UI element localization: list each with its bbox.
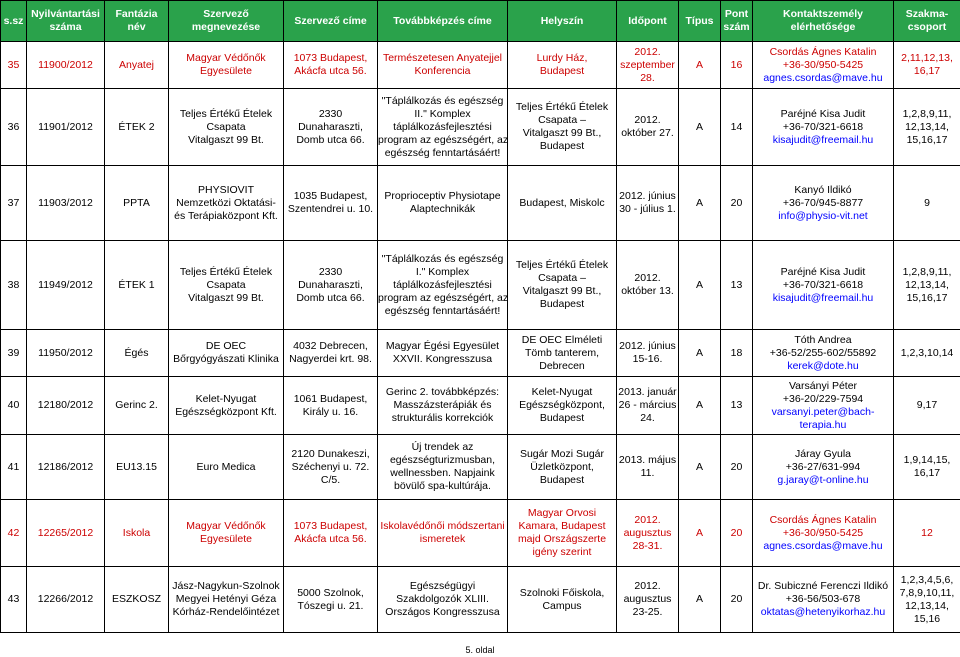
type: A (679, 377, 721, 435)
contact-email[interactable]: varsanyi.peter@bach- terapia.hu (771, 405, 875, 431)
header-registration-number: Nyilvántartási száma (27, 1, 105, 42)
header-serial-number: s.sz (1, 1, 27, 42)
table-row (1, 330, 960, 377)
profession-groups: 9,17 (894, 377, 960, 435)
organizer-address: 2120 Dunakeszi, Széchenyi u. 72. C/5. (284, 435, 378, 500)
table-body (1, 42, 960, 633)
profession-groups: 1,2,8,9,11, 12,13,14, 15,16,17 (894, 89, 960, 166)
registration-number: 12186/2012 (27, 435, 105, 500)
contact-cell (753, 435, 894, 500)
table-header (1, 1, 960, 42)
table-row (1, 241, 960, 330)
fantasy-name: Égés (105, 330, 169, 377)
registration-number: 12265/2012 (27, 500, 105, 567)
header-type: Típus (679, 1, 721, 42)
row-number: 38 (1, 241, 27, 330)
profession-groups: 1,2,8,9,11, 12,13,14, 15,16,17 (894, 241, 960, 330)
venue: Szolnoki Főiskola, Campus (508, 567, 617, 633)
type: A (679, 166, 721, 241)
table-row (1, 567, 960, 633)
date: 2012. augusztus 23-25. (617, 567, 679, 633)
contact-phone: +36-20/229-7594 (782, 392, 864, 405)
organizer-name: DE OEC Bőrgyógyászati Klinika (169, 330, 284, 377)
contact-phone: +36-27/631-994 (785, 460, 861, 473)
header-date: Időpont (617, 1, 679, 42)
venue: Magyar Orvosi Kamara, Budapest majd Országszerte igény szerint (508, 500, 617, 567)
organizer-address: 4032 Debrecen, Nagyerdei krt. 98. (284, 330, 378, 377)
row-number: 36 (1, 89, 27, 166)
header-training-title: Továbbképzés címe (378, 1, 508, 42)
organizer-name: Kelet-Nyugat Egészségközpont Kft. (169, 377, 284, 435)
organizer-address: 2330 Dunaharaszti, Domb utca 66. (284, 241, 378, 330)
points: 20 (721, 500, 753, 567)
venue: Lurdy Ház, Budapest (508, 42, 617, 89)
training-title: "Táplálkozás és egészség II." Komplex táplálkozásfejlesztési program az egészségért, az egészség fenntartásáért! (378, 89, 508, 166)
date: 2012. augusztus 28-31. (617, 500, 679, 567)
contact-name: Csordás Ágnes Katalin (769, 45, 877, 58)
contact-email[interactable]: kisajudit@freemail.hu (772, 133, 874, 146)
organizer-address: 1035 Budapest, Szentendrei u. 10. (284, 166, 378, 241)
training-title: "Táplálkozás és egészség I." Komplex táplálkozásfejlesztési program az egészségért, az egészség fenntartásáért! (378, 241, 508, 330)
fantasy-name: ÉTEK 2 (105, 89, 169, 166)
points: 16 (721, 42, 753, 89)
row-number: 40 (1, 377, 27, 435)
organizer-name: Magyar Védőnők Egyesülete (169, 500, 284, 567)
registration-number: 11950/2012 (27, 330, 105, 377)
fantasy-name: ESZKOSZ (105, 567, 169, 633)
header-venue: Helyszín (508, 1, 617, 42)
organizer-address: 5000 Szolnok, Tószegi u. 21. (284, 567, 378, 633)
organizer-name: Euro Medica (169, 435, 284, 500)
table-row (1, 166, 960, 241)
organizer-name: Magyar Védőnők Egyesülete (169, 42, 284, 89)
fantasy-name: ÉTEK 1 (105, 241, 169, 330)
header-fantasy-name: Fantázia név (105, 1, 169, 42)
registration-number: 11949/2012 (27, 241, 105, 330)
contact-cell (753, 567, 894, 633)
points: 20 (721, 567, 753, 633)
registration-number: 12266/2012 (27, 567, 105, 633)
training-title: Egészségügyi Szakdolgozók XLIII. Országos Kongresszusa (378, 567, 508, 633)
header-organizer-address: Szervező címe (284, 1, 378, 42)
contact-cell (753, 500, 894, 567)
contact-cell (753, 89, 894, 166)
fantasy-name: EU13.15 (105, 435, 169, 500)
contact-phone: +36-30/950-5425 (782, 58, 864, 71)
registration-number: 12180/2012 (27, 377, 105, 435)
table-row (1, 500, 960, 567)
venue: Teljes Értékű Ételek Csapata – Vitalgaszt 99 Bt., Budapest (508, 89, 617, 166)
fantasy-name: Iskola (105, 500, 169, 567)
row-number: 41 (1, 435, 27, 500)
profession-groups: 2,11,12,13, 16,17 (894, 42, 960, 89)
contact-email[interactable]: oktatas@hetenyikorhaz.hu (760, 606, 886, 618)
date: 2012. október 27. (617, 89, 679, 166)
type: A (679, 89, 721, 166)
header-organizer: Szervező megnevezése (169, 1, 284, 42)
type: A (679, 567, 721, 633)
contact-cell (753, 330, 894, 377)
page-number: 5. oldal (465, 645, 495, 655)
profession-groups: 1,9,14,15, 16,17 (894, 435, 960, 500)
training-title: Természetesen Anyatejjel Konferencia (378, 42, 508, 89)
type: A (679, 435, 721, 500)
contact-name: Kanyó Ildikó (794, 183, 852, 196)
contact-name: Tóth Andrea (794, 333, 852, 346)
type: A (679, 500, 721, 567)
contact-cell (753, 241, 894, 330)
contact-name: Járay Gyula (794, 447, 852, 460)
points: 13 (721, 241, 753, 330)
row-number: 43 (1, 567, 27, 633)
contact-name: Dr. Subiczné Ferenczi Ildikó (757, 580, 889, 592)
type: A (679, 241, 721, 330)
organizer-name: Jász-Nagykun-Szolnok Megyei Hetényi Géza Kórház-Rendelőintézet (169, 567, 284, 633)
points: 14 (721, 89, 753, 166)
fantasy-name: Anyatej (105, 42, 169, 89)
contact-phone: +36-70/945-8877 (782, 196, 864, 209)
table-row (1, 435, 960, 500)
header-contact: Kontaktszemély elérhetősége (753, 1, 894, 42)
registration-number: 11903/2012 (27, 166, 105, 241)
venue: Teljes Értékű Ételek Csapata – Vitalgaszt 99 Bt., Budapest (508, 241, 617, 330)
venue: DE OEC Elméleti Tömb tanterem, Debrecen (508, 330, 617, 377)
profession-groups: 9 (894, 166, 960, 241)
contact-email[interactable]: kisajudit@freemail.hu (772, 291, 874, 304)
contact-phone: +36-52/255-602/55892 (769, 346, 877, 359)
row-number: 37 (1, 166, 27, 241)
points: 20 (721, 435, 753, 500)
contact-name: Varsányi Péter (788, 379, 858, 392)
organizer-name: PHYSIOVIT Nemzetközi Oktatási- és Terápiaközpont Kft. (169, 166, 284, 241)
contact-name: Paréjné Kisa Judit (780, 265, 866, 278)
registration-number: 11901/2012 (27, 89, 105, 166)
contact-cell (753, 377, 894, 435)
date: 2013. január 26 - március 24. (617, 377, 679, 435)
training-title: Proprioceptiv Physiotape Alaptechnikák (378, 166, 508, 241)
organizer-address: 1073 Budapest, Akácfa utca 56. (284, 42, 378, 89)
contact-cell (753, 166, 894, 241)
contact-email[interactable]: agnes.csordas@mave.hu (763, 71, 883, 84)
contact-email[interactable]: g.jaray@t-online.hu (777, 473, 869, 486)
training-title: Gerinc 2. továbbképzés: Masszázsterápiák és strukturális korrekciók (378, 377, 508, 435)
venue: Sugár Mozi Sugár Üzletközpont, Budapest (508, 435, 617, 500)
table-row (1, 89, 960, 166)
row-number: 39 (1, 330, 27, 377)
points: 13 (721, 377, 753, 435)
training-title: Iskolavédőnői módszertani ismeretek (378, 500, 508, 567)
organizer-name: Teljes Értékű Ételek Csapata Vitalgaszt 99 Bt. (169, 241, 284, 330)
table-row (1, 42, 960, 89)
header-profession-group: Szakma- csoport (894, 1, 960, 42)
venue: Kelet-Nyugat Egészségközpont, Budapest (508, 377, 617, 435)
date: 2012. június 30 - július 1. (617, 166, 679, 241)
venue: Budapest, Miskolc (508, 166, 617, 241)
date: 2012. október 13. (617, 241, 679, 330)
points: 18 (721, 330, 753, 377)
table-row (1, 377, 960, 435)
header-row (1, 1, 960, 42)
fantasy-name: Gerinc 2. (105, 377, 169, 435)
row-number: 42 (1, 500, 27, 567)
contact-name: Paréjné Kisa Judit (780, 107, 866, 120)
date: 2012. szeptember 28. (617, 42, 679, 89)
profession-groups: 1,2,3,10,14 (894, 330, 960, 377)
contact-email[interactable]: agnes.csordas@mave.hu (763, 539, 883, 552)
type: A (679, 330, 721, 377)
contact-email[interactable]: info@physio-vit.net (778, 209, 868, 222)
profession-groups: 1,2,3,4,5,6, 7,8,9,10,11, 12,13,14, 15,16 (894, 567, 960, 633)
type: A (679, 42, 721, 89)
organizer-address: 1073 Budapest, Akácfa utca 56. (284, 500, 378, 567)
organizer-address: 1061 Budapest, Király u. 16. (284, 377, 378, 435)
header-points: Pont szám (721, 1, 753, 42)
contact-phone: +36-70/321-6618 (782, 120, 864, 133)
points: 20 (721, 166, 753, 241)
training-title: Új trendek az egészségturizmusban, wellnessben. Napjaink bövülő spa-kultúrája. (378, 435, 508, 500)
contact-name: Csordás Ágnes Katalin (769, 513, 877, 526)
organizer-address: 2330 Dunaharaszti, Domb utca 66. (284, 89, 378, 166)
profession-groups: 12 (894, 500, 960, 567)
organizer-name: Teljes Értékű Ételek Csapata Vitalgaszt 99 Bt. (169, 89, 284, 166)
fantasy-name: PPTA (105, 166, 169, 241)
contact-phone: +36-30/950-5425 (782, 526, 864, 539)
contact-email[interactable]: kerek@dote.hu (787, 359, 859, 372)
date: 2013. május 11. (617, 435, 679, 500)
registration-number: 11900/2012 (27, 42, 105, 89)
date: 2012. június 15-16. (617, 330, 679, 377)
row-number: 35 (1, 42, 27, 89)
training-title: Magyar Égési Egyesület XXVII. Kongresszusa (378, 330, 508, 377)
contact-phone: +36-56/503-678 (785, 593, 861, 605)
contact-cell (753, 42, 894, 89)
contact-phone: +36-70/321-6618 (782, 278, 864, 291)
